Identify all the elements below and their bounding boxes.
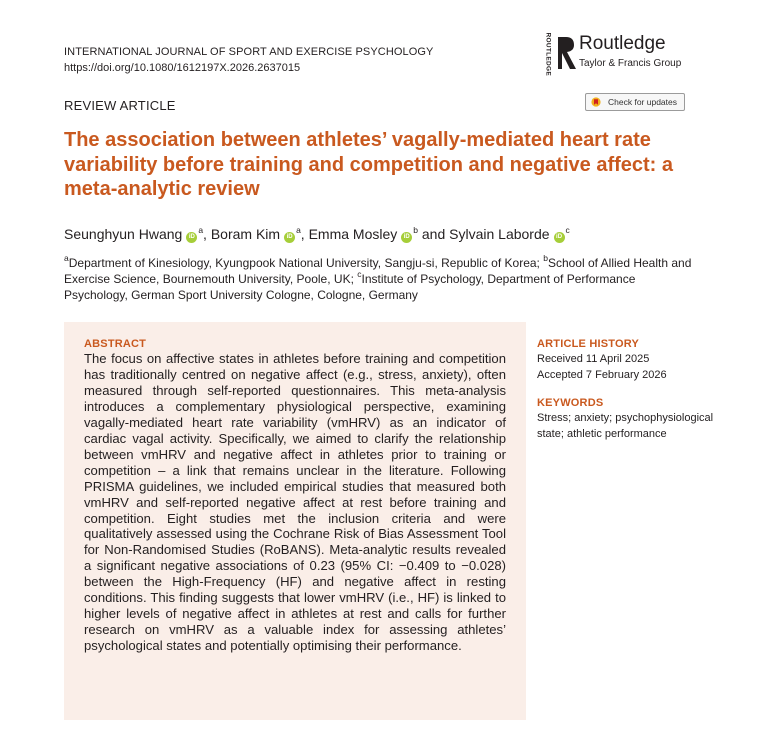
- author-list: [64, 225, 570, 243]
- publisher-logo: [543, 32, 693, 76]
- orcid-icon[interactable]: iD: [284, 232, 295, 243]
- orcid-icon[interactable]: iD: [554, 232, 565, 243]
- author-separator: ,: [300, 226, 309, 242]
- orcid-icon[interactable]: iD: [186, 232, 197, 243]
- author-affiliation-marker: b: [413, 225, 418, 235]
- author-affiliation-marker: c: [565, 225, 570, 235]
- author-name: Seunghyun Hwang: [64, 226, 183, 242]
- article-title: The association between athletes’ vagally-mediated heart rate variability before training and competition and negative affect: a meta-analytic review: [64, 129, 674, 200]
- orcid-icon[interactable]: iD: [401, 232, 412, 243]
- journal-name: INTERNATIONAL JOURNAL OF SPORT AND EXERCISE PSYCHOLOGY: [64, 46, 434, 58]
- abstract-text: The focus on affective states in athletes before training and competition has traditionally centred on negative affect (e.g., stress, anxiety), often measured through self-reported questionnaires. This meta-analysis introduces a complementary physiological perspective, examining vagally-mediated heart rate variability (vmHRV) as an indicator of cardiac vagal activity. Specifically, we aimed to clarify the relationship between vmHRV and negative affect in athletes prior to training or competition – a link that remains unclear in the literature. Following PRISMA guidelines, we included empirical studies that measured both vmHRV and self-reported negative affect at rest before training and competition. Eight studies met the inclusion criteria and were qualitatively assessed using the Cochrane Risk of Bias Assessment Tool for Non-Randomised Studies (RoBANS). Meta-analytic results revealed a significant negative associations of 0.23 (95% CI: −0.409 to −0.028) between the High-Frequency (HF) and negative affect in resting conditions. This finding suggests that lower vmHRV (i.e., HF) is linked to higher levels of negative affect in athletes at rest and calls for further research on vmHRV as a valuable index for assessing athletes’ psychological states and potentially optimising their performance.: [84, 351, 506, 654]
- keywords-text: Stress; anxiety; psychophysiological state; athletic performance: [537, 412, 714, 440]
- author-separator: and: [418, 226, 450, 242]
- author-name: Sylvain Laborde: [449, 226, 550, 242]
- article-history-heading: ARTICLE HISTORY: [537, 338, 640, 350]
- check-for-updates-label: Check for updates: [608, 97, 677, 107]
- abstract-heading: ABSTRACT: [84, 338, 147, 350]
- affiliation-marker: c: [357, 269, 362, 279]
- author-affiliation-marker: a: [296, 225, 301, 235]
- article-type: REVIEW ARTICLE: [64, 98, 176, 113]
- affiliation-text: Department of Kinesiology, Kyungpook National University, Sangju-si, Republic of Korea;: [68, 256, 544, 270]
- affiliations: [64, 255, 694, 303]
- check-for-updates-button[interactable]: [585, 93, 685, 111]
- routledge-mark-icon: [556, 35, 578, 71]
- received-date: Received 11 April 2025: [537, 353, 650, 365]
- publisher-vertical-text: ROUTLEDGE: [544, 32, 552, 77]
- author-name: Emma Mosley: [308, 226, 398, 242]
- affiliation-text: School of Allied Health and Exercise Science, Bournemouth University, Poole, UK;: [64, 256, 692, 286]
- crossmark-icon: [591, 97, 601, 107]
- keywords-heading: KEYWORDS: [537, 397, 604, 409]
- doi-link[interactable]: https://doi.org/10.1080/1612197X.2026.2637015: [64, 62, 301, 74]
- affiliation-marker: a: [64, 253, 69, 263]
- publisher-name: Routledge: [579, 33, 666, 54]
- accepted-date: Accepted 7 February 2026: [537, 369, 667, 381]
- author-name: Boram Kim: [210, 226, 281, 242]
- author-affiliation-marker: a: [198, 225, 204, 235]
- affiliation-text: Institute of Psychology, Department of Performance Psychology, German Sport University Cologne, Cologne, Germany: [64, 272, 636, 302]
- affiliation-marker: b: [543, 253, 548, 263]
- publisher-sub: Taylor & Francis Group: [579, 58, 682, 69]
- author-separator: ,: [203, 226, 211, 242]
